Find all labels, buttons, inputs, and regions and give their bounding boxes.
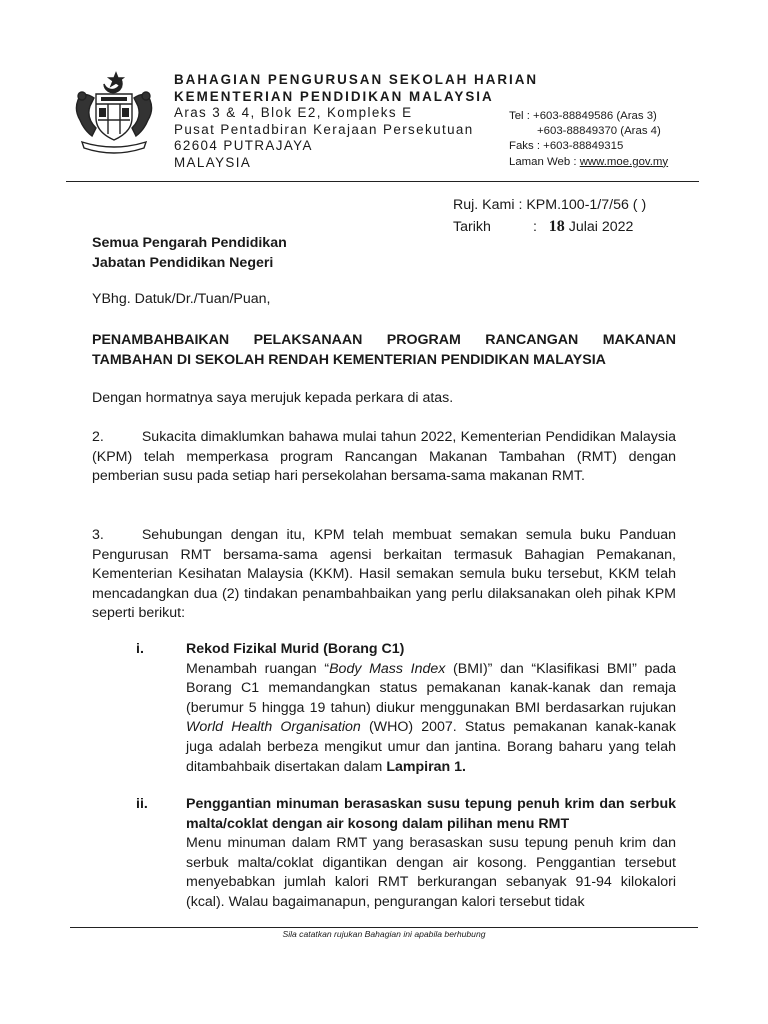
letterhead-contact <box>509 109 668 170</box>
item-text-part: (WHO) 2007. Status pemakanan kanak-kanak juga adalah berbeza mengikut umur dan jantina. Borang baharu yang telah ditambahbaik disertakan dalam <box>186 719 676 775</box>
item-text-bold: Lampiran 1. <box>386 758 466 775</box>
web-link[interactable]: www.moe.gov.my <box>579 155 669 168</box>
recipient-line-2: Jabatan Pendidikan Negeri <box>92 254 274 271</box>
address-line-4: MALAYSIA <box>174 154 252 170</box>
item-text-italic: Body Mass Index <box>329 660 446 677</box>
list-item-title: Penggantian minuman berasaskan susu tepung penuh krim dan serbuk malta/coklat dengan air kosong dalam pilihan menu RMT <box>186 796 676 832</box>
tel-line-2: +603-88849370 (Aras 4) <box>537 125 661 138</box>
opening-paragraph: Dengan hormatnya saya merujuk kepada perkara di atas. <box>92 390 454 406</box>
web-label: Laman Web : <box>509 155 580 168</box>
paragraph-2-text: Sukacita dimaklumkan bahawa mulai tahun 2022, Kementerian Pendidikan Malaysia (KPM) telah memperkasa program Rancangan Makanan Tambahan (RMT) dengan pemberian susu pada setiap hari persekolahan bersama-sama makanan RMT. <box>92 429 676 485</box>
paragraph-2-number: 2. <box>92 429 104 445</box>
paragraph-3 <box>92 526 676 624</box>
footer-note: Sila catatkan rujukan Bahagian ini apabila berhubung <box>282 929 486 939</box>
tel-line-1: Tel : +603-88849586 (Aras 3) <box>509 110 657 122</box>
salutation: YBhg. Datuk/Dr./Tuan/Puan, <box>92 291 271 307</box>
list-item-number: ii. <box>136 796 148 812</box>
item-text-italic: World Health Organisation <box>186 719 361 736</box>
date-rest: Julai 2022 <box>568 219 634 235</box>
paragraph-3-text: Sehubungan dengan itu, KPM telah membuat semakan semula buku Panduan Pengurusan RMT bersama-sama agensi berkaitan termasuk Bahagian Pemakanan, Kementerian Kesihatan Malaysia (KKM). Hasil semakan semula buku tersebut, KKM telah mencadangkan dua (2) tindakan penambahbaikan yang perlu dilaksanakan oleh pihak KPM seperti berikut: <box>92 527 676 622</box>
address-line-3: 62604 PUTRAJAYA <box>174 138 313 154</box>
list-item-text: Menu minuman dalam RMT yang berasaskan susu tepung penuh krim dan serbuk malta/coklat digantikan dengan air kosong. Penggantian tersebut menyebabkan jumlah kalori RMT berkurangan sebanyak 91-94 kilokalori (kcal). Walau bagaimanapun, pengurangan kalori tersebut tidak <box>186 835 676 910</box>
date-sep: : <box>533 219 537 235</box>
item-text-part: (BMI)” dan “Klasifikasi BMI” pada Borang C1 memandangkan status pemakanan kanak-kanak dan remaja (berumur 5 hingga 19 tahun) diukur menggunakan BMI berdasarkan rujukan <box>186 660 677 716</box>
address-line-2: Pusat Pentadbiran Kerajaan Persekutuan <box>174 121 474 137</box>
org-line-2: KEMENTERIAN PENDIDIKAN MALAYSIA <box>174 88 494 104</box>
subject: PENAMBAHBAIKAN PELAKSANAAN PROGRAM RANCANGAN MAKANAN TAMBAHAN DI SEKOLAH RENDAH KEMENTERIAN PENDIDIKAN MALAYSIA <box>92 332 676 368</box>
footer-divider <box>70 927 698 928</box>
org-line-1: BAHAGIAN PENGURUSAN SEKOLAH HARIAN <box>174 72 539 87</box>
list-item <box>136 640 676 777</box>
ref-line <box>453 194 646 216</box>
recipient <box>92 234 676 273</box>
ref-value: : KPM.100-1/7/56 ( ) <box>518 197 647 213</box>
ref-label: Ruj. Kami <box>453 197 515 213</box>
web-line <box>509 155 668 170</box>
item-text-part: Menambah ruangan “ <box>186 660 330 677</box>
paragraph-3-number: 3. <box>92 527 104 543</box>
list-item-title: Rekod Fizikal Murid (Borang C1) <box>186 641 405 657</box>
date-label: Tarikh <box>453 219 491 235</box>
fax-line: Faks : +603-88849315 <box>509 140 624 153</box>
paragraph-2 <box>92 428 676 487</box>
reference-block <box>453 194 646 238</box>
list-item-number: i. <box>136 641 144 657</box>
date-day: 18 <box>548 218 565 235</box>
list-item-text <box>186 660 676 778</box>
list-item <box>136 795 676 913</box>
letterhead-address <box>174 72 538 172</box>
recipient-line-1: Semua Pengarah Pendidikan <box>92 235 287 251</box>
malaysia-coat-of-arms-icon <box>68 70 160 156</box>
header-divider <box>66 181 699 182</box>
address-line-1: Aras 3 & 4, Blok E2, Kompleks E <box>174 105 413 121</box>
